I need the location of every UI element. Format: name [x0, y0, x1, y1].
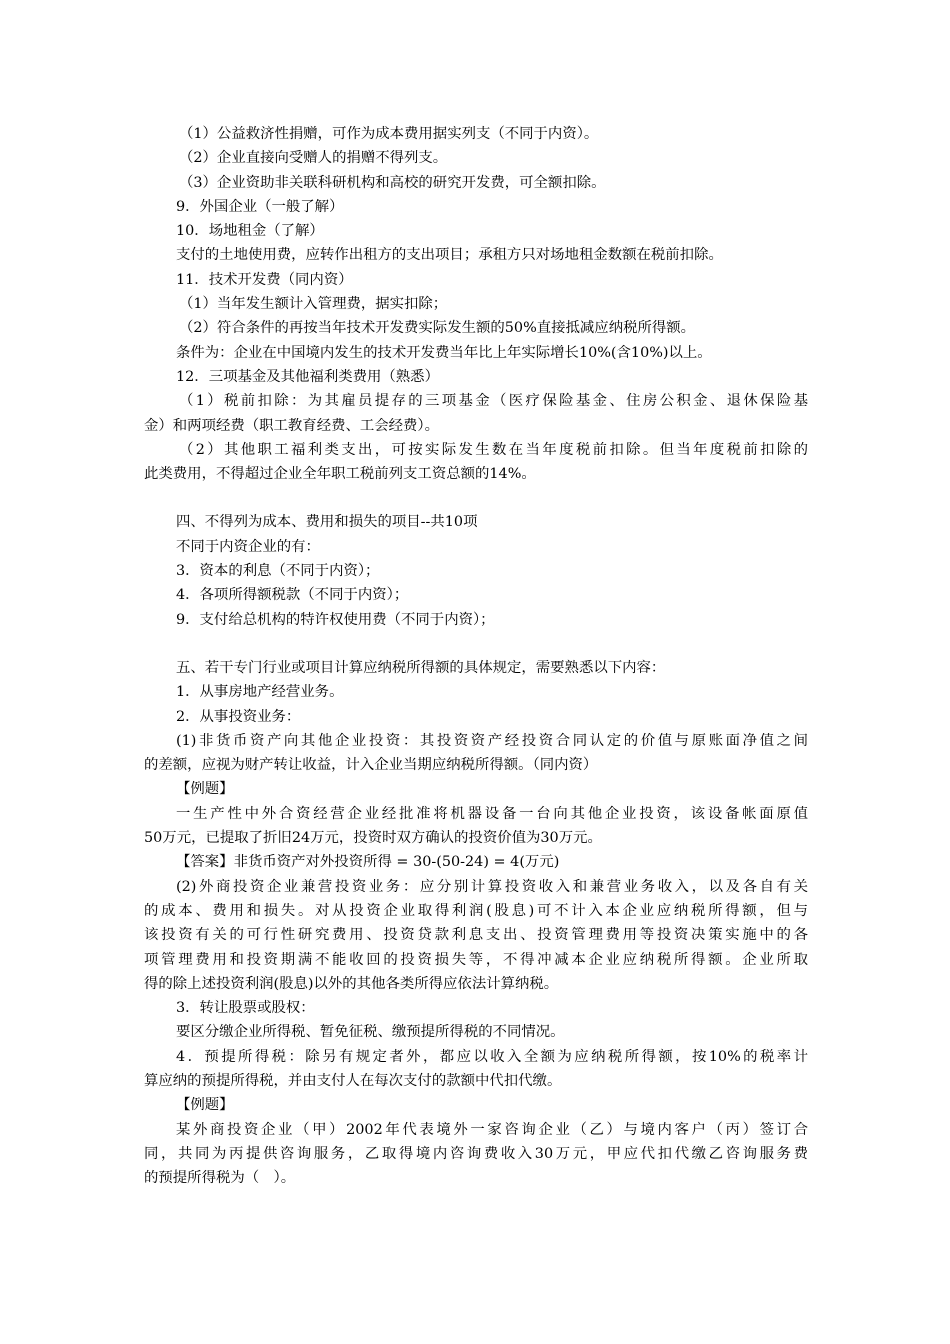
- text-line: 【答案】非货币资产对外投资所得 = 30-(50-24) = 4(万元): [176, 854, 560, 871]
- text-line: 3．资本的利息（不同于内资）；: [176, 563, 380, 580]
- text-line: （1）当年发生额计入管理费，据实扣除；: [179, 296, 448, 313]
- text-line: 9．支付给总机构的特许权使用费（不同于内资）；: [176, 611, 495, 628]
- text-line: 2．从事投资业务：: [176, 708, 301, 725]
- text-line: （3）企业资助非关联科研机构和高校的研究开发费，可全额扣除。: [179, 174, 606, 191]
- text-line: （2）符合条件的再按当年技术开发费实际发生额的50%直接抵减应纳税所得额。: [179, 320, 696, 337]
- text-line: 五、若干专门行业或项目计算应纳税所得额的具体规定，需要熟悉以下内容：: [176, 659, 666, 676]
- text-line: 条件为：企业在中国境内发生的技术开发费当年比上年实际增长10%(含10%)以上。: [176, 344, 712, 361]
- text-line: (2)外商投资企业兼营投资业务：应分别计算投资收入和兼营业务收入，以及各自有关: [176, 878, 808, 895]
- text-line: 4．预提所得税：除另有规定者外，都应以收入全额为应纳税所得额，按10%的税率计: [176, 1048, 808, 1065]
- text-line: （1）公益救济性捐赠，可作为成本费用据实列支（不同于内资）。: [179, 126, 599, 142]
- text-line: 4．各项所得额税款（不同于内资）；: [176, 587, 409, 604]
- text-line: 10．场地租金（了解）: [176, 223, 324, 240]
- text-line: 1．从事房地产经营业务。: [176, 684, 344, 701]
- text-line: （1）税前扣除：为其雇员提存的三项基金（医疗保险基金、住房公积金、退休保险基: [179, 393, 808, 410]
- text-line: 同，共同为丙提供咨询服务，乙取得境内咨询费收入30万元，甲应代扣代缴乙咨询服务费: [144, 1145, 808, 1162]
- text-line: 要区分缴企业所得税、暂免征税、缴预提所得税的不同情况。: [176, 1024, 565, 1041]
- text-line: 【例题】: [176, 781, 234, 798]
- document-page: [144, 122, 808, 1190]
- text-line: 一生产性中外合资经营企业经批准将机器设备一台向其他企业投资，该设备帐面原值: [176, 805, 808, 822]
- text-line: 支付的土地使用费，应转作出租方的支出项目；承租方只对场地租金数额在税前扣除。: [176, 247, 723, 264]
- text-line: 的成本、费用和损失。对从投资企业取得利润(股息)可不计入本企业应纳税所得额，但与: [144, 902, 808, 919]
- text-line: 某外商投资企业（甲）2002年代表境外一家咨询企业（乙）与境内客户（丙）签订合: [176, 1121, 808, 1138]
- text-line: 的预提所得税为（ ）。: [144, 1170, 296, 1187]
- text-line: （2）企业直接向受赠人的捐赠不得列支。: [179, 150, 448, 167]
- text-line: 12．三项基金及其他福利类费用（熟悉）: [176, 368, 439, 385]
- text-line: 【例题】: [176, 1097, 234, 1114]
- text-line: 项管理费用和投资期满不能收回的投资损失等，不得冲减本企业应纳税所得额。企业所取: [144, 951, 808, 968]
- text-line: 算应纳的预提所得税，并由支付人在每次支付的款额中代扣代缴。: [144, 1072, 562, 1089]
- text-line: 50万元，已提取了折旧24万元，投资时双方确认的投资价值为30万元。: [144, 830, 602, 847]
- text-line: 9．外国企业（一般了解）: [176, 198, 344, 215]
- text-line: （2）其他职工福利类支出，可按实际发生数在当年度税前扣除。但当年度税前扣除的: [179, 441, 808, 458]
- text-line: 此类费用，不得超过企业全年职工税前列支工资总额的14%。: [144, 466, 536, 483]
- text-line: 该投资有关的可行性研究费用、投资贷款利息支出、投资管理费用等投资决策实施中的各: [144, 927, 808, 944]
- text-line: 四、不得列为成本、费用和损失的项目--共10项: [176, 514, 478, 531]
- text-line: 得的除上述投资利润(股息)以外的其他各类所得应依法计算纳税。: [144, 975, 559, 992]
- text-line: 的差额，应视为财产转让收益，计入企业当期应纳税所得额。（同内资）: [144, 757, 598, 774]
- text-line: 不同于内资企业的有：: [176, 538, 320, 555]
- blank-line: [144, 632, 808, 656]
- text-line: (1)非货币资产向其他企业投资：其投资资产经投资合同认定的价值与原账面净值之间: [176, 732, 808, 749]
- text-line: 11．技术开发费（同内资）: [176, 271, 353, 288]
- blank-line: [144, 486, 808, 510]
- text-line: 3．转让股票或股权：: [176, 1000, 315, 1017]
- text-line: 金）和两项经费（职工教育经费、工会经费）。: [144, 417, 440, 434]
